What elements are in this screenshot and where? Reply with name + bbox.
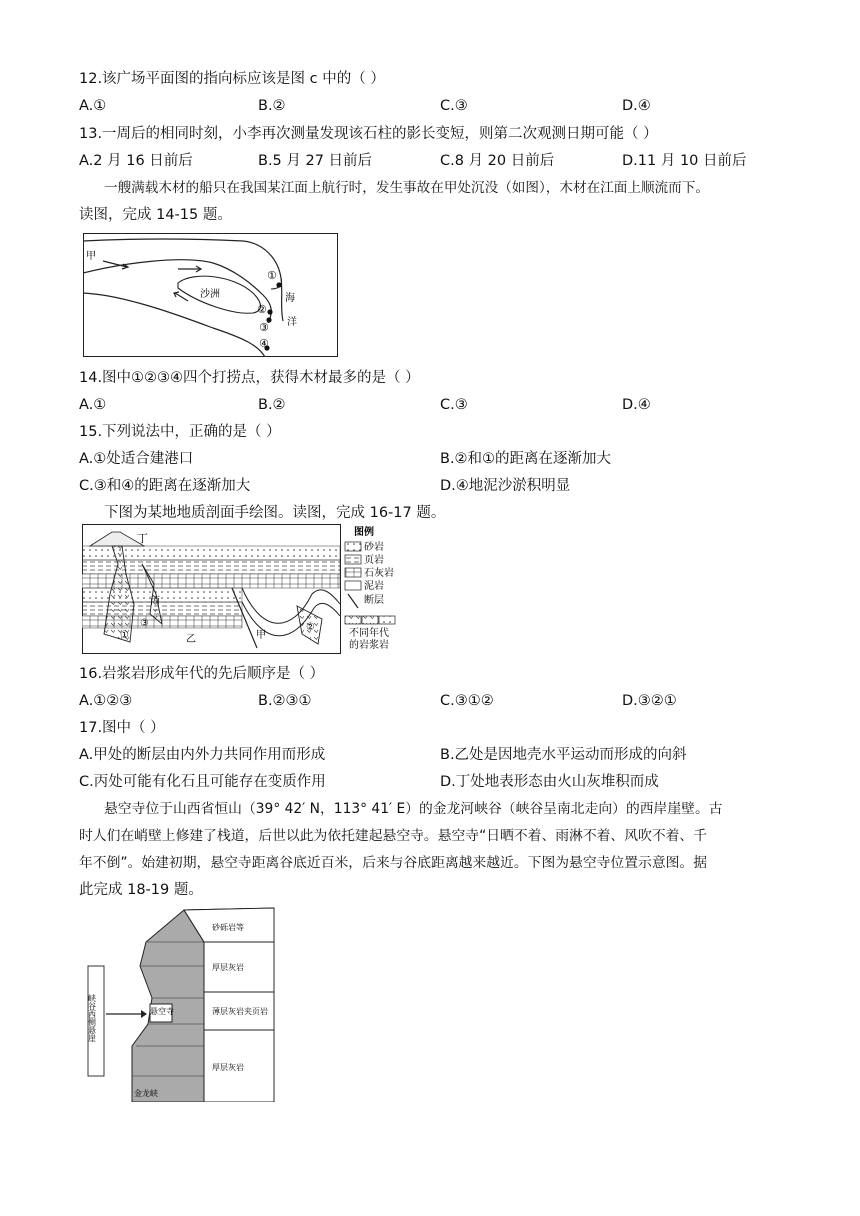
q14-option-b: B.② <box>258 397 286 413</box>
q16-option-c: C.③①② <box>440 693 494 709</box>
label-magma-1: ① <box>120 630 129 641</box>
legend-shale: 页岩 <box>364 555 384 566</box>
side-label: 峡谷西侧悬崖 <box>87 994 97 1042</box>
q17-option-a: A.甲处的断层由内外力共同作用而形成 <box>79 747 326 763</box>
intro14-line2: 读图，完成 14-15 题。 <box>79 207 232 223</box>
intro18-line1: 悬空寺位于山西省恒山（39° 42′ N，113° 41′ E）的金龙河峡谷（峡谷呈南北走向）的西岸崖壁。古 <box>104 801 723 817</box>
cliff-figure <box>86 906 278 1102</box>
legend-magma-2: 的岩浆岩 <box>349 640 389 651</box>
label-bing: 丙 <box>150 596 160 607</box>
q12-option-c: C.③ <box>440 98 468 114</box>
q12-option-b: B.② <box>258 98 286 114</box>
label-magma-3: ③ <box>140 618 149 629</box>
geology-section-figure <box>82 524 414 654</box>
q13-option-d: D.11 月 10 日前后 <box>622 153 747 169</box>
label-sea-2: 洋 <box>287 317 297 328</box>
q12-option-d: D.④ <box>622 98 651 114</box>
label-sea-1: 海 <box>285 293 295 304</box>
point-2-dot <box>267 309 272 314</box>
legend-magma-1: 不同年代 <box>349 628 389 639</box>
label-jia: 甲 <box>86 251 96 262</box>
label-point-4: ④ <box>259 337 269 350</box>
q15-option-d: D.④地泥沙淤积明显 <box>440 478 571 494</box>
label-point-3: ③ <box>259 321 269 334</box>
q12-option-a: A.① <box>79 98 107 114</box>
q15-option-b: B.②和①的距离在逐渐加大 <box>440 451 612 467</box>
cliff-diagram <box>86 906 278 1102</box>
q13-option-c: C.8 月 20 日前后 <box>440 153 555 169</box>
q17-option-d: D.丁处地表形态由火山灰堆积而成 <box>440 774 659 790</box>
q17-stem: 17.图中（ ） <box>79 720 165 736</box>
label-point-1: ① <box>267 269 277 282</box>
q15-option-a: A.①处适合建港口 <box>79 451 194 467</box>
layer-3-label: 薄层灰岩夹页岩 <box>212 1007 268 1016</box>
q14-option-d: D.④ <box>622 397 651 413</box>
q14-option-a: A.① <box>79 397 107 413</box>
label-yi: 乙 <box>186 634 196 645</box>
q16-stem: 16.岩浆岩形成年代的先后顺序是（ ） <box>79 666 325 682</box>
legend-title: 图例 <box>354 527 374 538</box>
q13-option-b: B.5 月 27 日前后 <box>258 153 373 169</box>
q15-option-c: C.③和④的距离在逐渐加大 <box>79 478 251 494</box>
q15-stem: 15.下列说法中，正确的是（ ） <box>79 424 281 440</box>
q16-option-d: D.③②① <box>622 693 677 709</box>
label-magma-2: ② <box>306 622 315 633</box>
layer-4-label: 厚层灰岩 <box>212 1063 244 1072</box>
layer-2-label: 厚层灰岩 <box>212 963 244 972</box>
q14-option-c: C.③ <box>440 397 468 413</box>
intro18-line4: 此完成 18-19 题。 <box>79 882 203 898</box>
temple-label: 悬空寺 <box>150 1007 174 1016</box>
legend-fault: 断层 <box>364 595 384 606</box>
q17-option-b: B.乙处是因地壳水平运动而形成的向斜 <box>440 747 687 763</box>
legend-mudstone: 泥岩 <box>364 581 384 592</box>
q14-stem: 14.图中①②③④四个打捞点，获得木材最多的是（ ） <box>79 370 420 386</box>
label-sandbar: 沙洲 <box>200 289 220 300</box>
river-map-figure <box>83 233 338 357</box>
q12-stem: 12.该广场平面图的指向标应该是图 c 中的（ ） <box>79 71 385 87</box>
label-jia: 甲 <box>256 630 266 641</box>
label-point-2: ② <box>257 303 267 316</box>
legend-sandstone: 砂岩 <box>364 542 384 553</box>
river-label: 金龙峡 <box>134 1089 158 1098</box>
label-ding: 丁 <box>137 532 148 545</box>
geology-section <box>82 524 414 654</box>
q16-option-a: A.①②③ <box>79 693 133 709</box>
q13-stem: 13.一周后的相同时刻，小李再次测量发现该石柱的影长变短，则第二次观测日期可能（ ） <box>79 126 658 142</box>
q13-option-a: A.2 月 16 日前后 <box>79 153 193 169</box>
intro14-line1: 一艘满载木材的船只在我国某江面上航行时，发生事故在甲处沉没（如图），木材在江面上顺流而下。 <box>104 180 709 196</box>
river-map <box>83 233 338 357</box>
intro16-line1: 下图为某地地质剖面手绘图。读图，完成 16-17 题。 <box>104 505 446 521</box>
legend-limestone: 石灰岩 <box>364 568 394 579</box>
point-1-dot <box>276 282 281 287</box>
intro18-line2: 时人们在峭壁上修建了栈道，后世以此为依托建起悬空寺。悬空寺“日晒不着、雨淋不着、风吹不着、千 <box>79 828 708 844</box>
q16-option-b: B.②③① <box>258 693 312 709</box>
layer-1-label: 砂砾岩等 <box>212 923 244 932</box>
intro18-line3: 年不倒”。始建初期，悬空寺距离谷底近百米，后来与谷底距离越来越近。下图为悬空寺位置示意图。据 <box>79 855 708 871</box>
q17-option-c: C.丙处可能有化石且可能存在变质作用 <box>79 774 326 790</box>
